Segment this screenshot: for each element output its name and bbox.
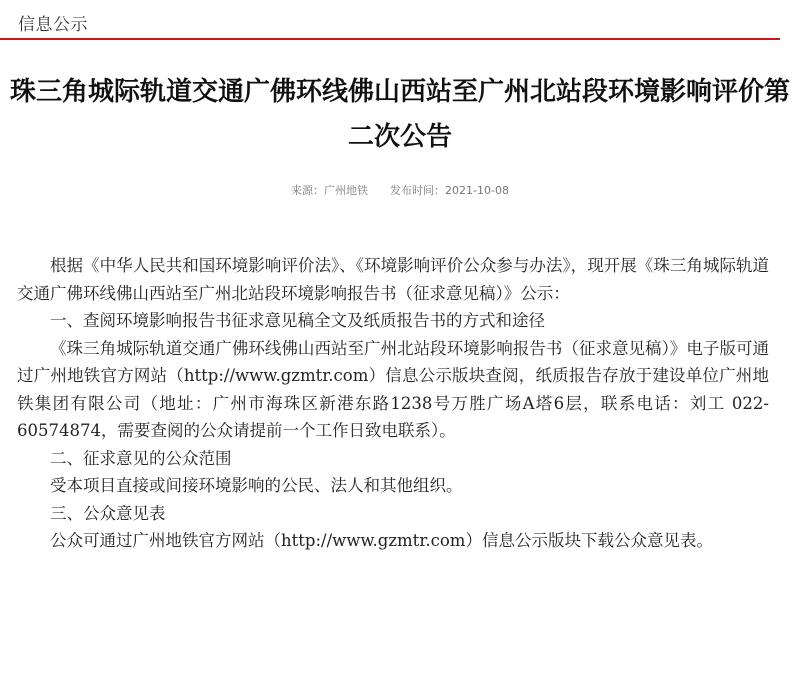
- source-label: 来源：: [291, 184, 325, 197]
- article-meta: [0, 182, 800, 198]
- source-value: 广州地铁: [324, 184, 369, 197]
- paragraph-section-2: 受本项目直接或间接环境影响的公民、法人和其他组织。: [50, 476, 463, 495]
- heading-section-1: 一、查阅环境影响报告书征求意见稿全文及纸质报告书的方式和途径: [50, 311, 545, 330]
- paragraph-intro: 根据《中华人民共和国环境影响评价法》、《环境影响评价公众参与办法》，现开展《珠三角城际轨道交通广佛环线佛山西站至广州北站段环境影响报告书（征求意见稿）》公示：: [17, 256, 769, 303]
- article-body: [17, 252, 769, 555]
- publish-date: 2021-10-08: [445, 184, 509, 197]
- date-label: 发布时间：: [390, 184, 446, 197]
- section-header: [0, 0, 780, 40]
- heading-section-2: 二、征求意见的公众范围: [50, 448, 232, 468]
- article-title: 珠三角城际轨道交通广佛环线佛山西站至广州北站段环境影响评价第二次公告: [10, 77, 791, 152]
- section-title: 信息公示: [18, 15, 88, 35]
- paragraph-section-3: 公众可通过广州地铁官方网站（http://www.gzmtr.com）信息公示版块下载公众意见表。: [50, 531, 713, 550]
- heading-section-3: 三、公众意见表: [50, 503, 166, 523]
- paragraph-section-1: 《珠三角城际轨道交通广佛环线佛山西站至广州北站段环境影响报告书（征求意见稿）》电子版可通过广州地铁官方网站（http://www.gzmtr.com）信息公示版块查阅，纸质报告存放于建设单位广州地铁集团有限公司（地址：广州市海珠区新港东路1238号万胜广场A塔6层，联系电话：刘工 022-60574874，需要查阅的公众请提前一个工作日致电联系）。: [17, 338, 769, 440]
